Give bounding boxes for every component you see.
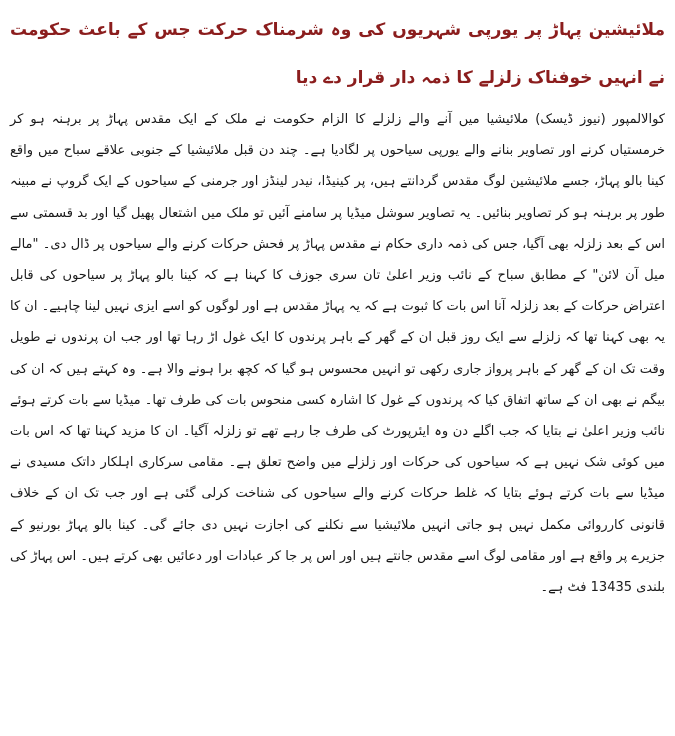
article-headline: ملائیشین پہاڑ پر یورپی شہریوں کی وہ شرمناک حرکت جس کے باعث حکومت نے انہیں خوفناک زلزلے کا ذمہ دار قرار دے دیا — [10, 20, 665, 88]
article-body: کوالالمپور (نیوز ڈیسک) ملائیشیا میں آنے والے زلزلے کا الزام حکومت نے ملک کے ایک مقدس پہاڑ پر برہنہ ہو کر خرمستیاں کرنے اور تصاویر بنانے والے یورپی سیاحوں پر لگادیا ہے۔ چند دن قبل ملائیشیا کے جنوبی علاقے سباح میں واقع کینا بالو پہاڑ، جسے ملائیشین لوگ مقدس گردانتے ہیں، پر کینیڈا، نیدر لینڈز اور جرمنی کے سیاحوں کے ایک گروپ نے مبینہ طور پر برہنہ ہو کر تصاویر بنائیں۔ یہ تصاویر سوشل میڈیا پر سامنے آئیں تو ملک میں اشتعال پھیل گیا اور بد قسمتی سے اس کے بعد زلزلہ بھی آگیا، جس کی ذمہ داری حکام نے مقدس پہاڑ پر فحش حرکات کرنے والے سیاحوں پر ڈال دی۔ "مالے میل آن لائن" کے مطابق سباح کے نائب وزیر اعلیٰ تان سری جوزف کا کہنا ہے کہ کینا بالو پہاڑ پر سیاحوں کی قابل اعتراض حرکات کے بعد زلزلہ آنا اس بات کا ثبوت ہے کہ یہ پہاڑ مقدس ہے اور لوگوں کو اسے ایزی نہیں لینا چاہیے۔ ان کا یہ بھی کہنا تھا کہ زلزلے سے ایک روز قبل ان کے گھر کے باہر پرندوں کا ایک غول اڑ رہا تھا اور جب ان پرندوں نے طویل وقت تک ان کے گھر کے باہر پرواز جاری رکھی تو انہیں محسوس ہو گیا کہ کچھ برا ہونے والا ہے۔ وہ کہتے ہیں کہ ان کی بیگم نے بھی ان کے ساتھ اتفاق کیا کہ پرندوں کے غول کا اشارہ کسی منحوس بات کی طرف تھا۔ میڈیا سے بات کرتے ہوئے نائب وزیر اعلیٰ نے بتایا کہ جب اگلے دن وہ ایئرپورٹ کی طرف جا رہے تھے تو زلزلہ آگیا۔ ان کا مزید کہنا تھا کہ اس بات میں کوئی شک نہیں ہے کہ سیاحوں کی حرکات اور زلزلے میں واضح تعلق ہے۔ مقامی سرکاری اہلکار داتک مسیدی نے میڈیا سے بات کرتے ہوئے بتایا کہ غلط حرکات کرنے والے سیاحوں کی شناخت کرلی گئی ہے اور جب تک ان کے خلاف قانونی کارروائی مکمل نہیں ہو جاتی انہیں ملائیشیا سے نکلنے کی اجازت نہیں دی جائے گی۔ کینا بالو پہاڑ بورنیو کے جزیرے پر واقع ہے اور مقامی لوگ اسے مقدس جانتے ہیں اور اس پر جا کر عبادات اور دعائیں بھی کرتے ہیں۔ اس پہاڑ کی بلندی 13435 فٹ ہے۔ — [10, 112, 665, 596]
